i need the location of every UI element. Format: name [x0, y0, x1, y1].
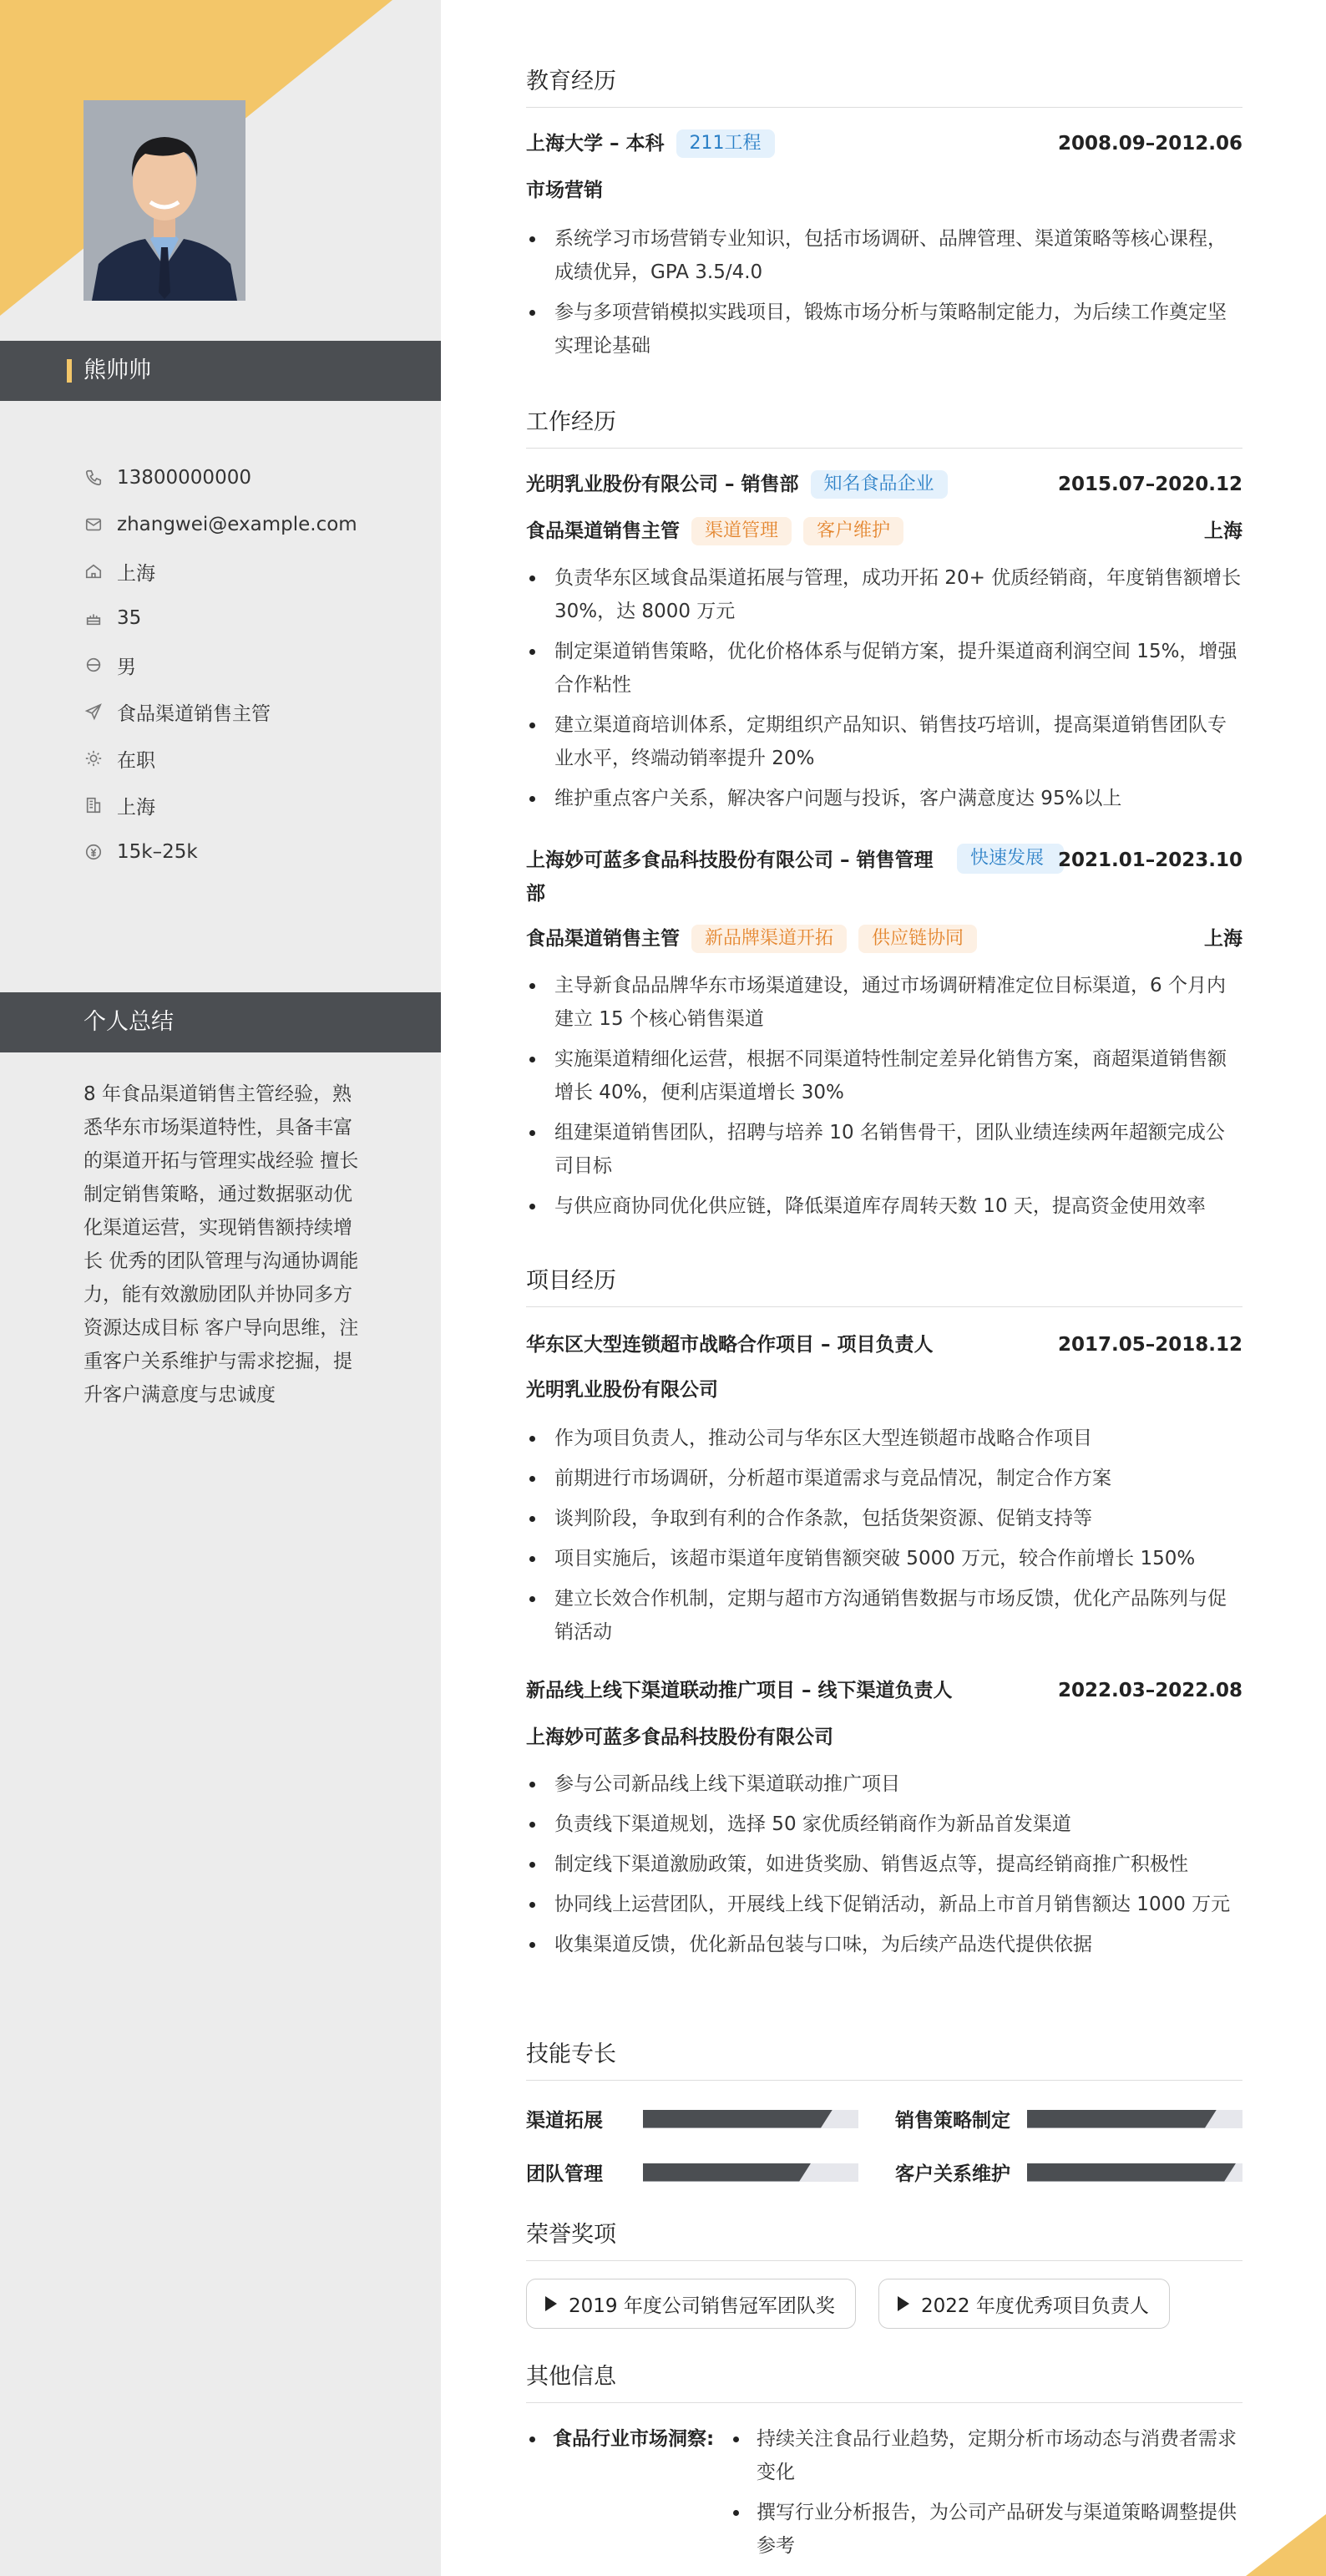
list-item: 项目实施后，该超市渠道年度销售额突破 5000 万元，较合作前增长 150%	[526, 1542, 1242, 1575]
role-tag: 渠道管理	[691, 517, 792, 545]
project-bullets	[526, 1422, 1242, 1656]
project-header	[526, 1330, 1242, 1360]
job-role: 食品渠道销售主管	[526, 928, 680, 950]
contact-value: 13800000000	[117, 467, 251, 489]
job-header	[526, 469, 1242, 499]
contact-value: 上海	[117, 796, 155, 819]
email-icon	[84, 515, 104, 535]
list-item: 制定线下渠道激励政策，如进货奖励、销售返点等，提高经销商推广积极性	[526, 1848, 1242, 1881]
major-name: 市场营销	[526, 180, 603, 201]
project-company: 光明乳业股份有限公司	[526, 1379, 718, 1401]
list-item: 与供应商协同优化供应链，降低渠道库存周转天数 10 天，提高资金使用效率	[526, 1189, 1242, 1223]
list-item: 维护重点客户关系，解决客户问题与投诉，客户满意度达 95%以上	[526, 782, 1242, 815]
job-bullets	[526, 561, 1242, 822]
project-date: 2022.03–2022.08	[1057, 1680, 1242, 1701]
project-company-row	[526, 1375, 1242, 1405]
section-title-other: 其他信息	[526, 2362, 1242, 2403]
gender-icon	[84, 655, 104, 675]
skill-name: 渠道拓展	[526, 2110, 603, 2132]
list-item: 负责线下渠道规划，选择 50 家优质经销商作为新品首发渠道	[526, 1808, 1242, 1841]
award-label: 2022 年度优秀项目负责人	[921, 2295, 1149, 2317]
skill-bar-fill	[643, 2163, 811, 2182]
job-city: 上海	[1204, 520, 1242, 542]
contact-value: 15k–25k	[117, 841, 198, 863]
contact-status	[84, 735, 357, 782]
job-header	[526, 844, 1242, 914]
company-tag: 知名食品企业	[811, 470, 948, 499]
skill-bar-fill	[1027, 2163, 1236, 2182]
skill-name: 销售策略制定	[895, 2110, 1010, 2132]
play-triangle-icon	[545, 2296, 557, 2311]
contact-position	[84, 688, 357, 735]
building-icon	[84, 795, 104, 815]
play-triangle-icon	[898, 2296, 909, 2311]
skill-item	[895, 2105, 1242, 2132]
list-item: 建立长效合作机制，定期与超市方沟通销售数据与市场反馈，优化产品陈列与促销活动	[526, 1582, 1242, 1649]
avatar-photo	[84, 100, 245, 301]
contact-phone	[84, 454, 357, 501]
company-tag: 快速发展	[957, 844, 1064, 874]
send-icon	[84, 702, 104, 722]
job-role-row	[526, 924, 1242, 954]
job-date: 2015.07–2020.12	[1057, 474, 1242, 495]
project-company: 上海妙可蓝多食品科技股份有限公司	[526, 1727, 833, 1748]
job-role-row	[526, 516, 1242, 546]
section-title-skills: 技能专长	[526, 2040, 1242, 2081]
list-item: 制定渠道销售策略，优化价格体系与促销方案，提升渠道商利润空间 15%，增强合作粘性	[526, 635, 1242, 702]
list-item: 参与多项营销模拟实践项目，锻炼市场分析与策略制定能力，为后续工作奠定坚实理论基础	[526, 296, 1242, 363]
award-label: 2019 年度公司销售冠军团队奖	[569, 2295, 835, 2317]
skill-item	[895, 2158, 1242, 2186]
job-role: 食品渠道销售主管	[526, 520, 680, 542]
skill-bar	[643, 2110, 858, 2128]
role-tag: 供应链协同	[858, 925, 977, 953]
candidate-name: 熊帅帅	[84, 357, 151, 383]
list-item: 系统学习市场营销专业知识，包括市场调研、品牌管理、渠道策略等核心课程，成绩优异，GPA 3.5/4.0	[526, 222, 1242, 289]
list-item: 收集渠道反馈，优化新品包装与口味，为后续产品迭代提供依据	[526, 1928, 1242, 1961]
job-bullets	[526, 969, 1242, 1230]
contact-value: zhangwei@example.com	[117, 514, 357, 535]
project-name: 新品线上线下渠道联动推广项目 – 线下渠道负责人	[526, 1680, 953, 1701]
section-title-education: 教育经历	[526, 67, 1242, 108]
project-bullets	[526, 1767, 1242, 1968]
skill-bar	[1027, 2110, 1242, 2128]
contact-value: 食品渠道销售主管	[117, 702, 271, 725]
salary-icon	[84, 842, 104, 862]
skill-name: 客户关系维护	[895, 2163, 1010, 2185]
contact-value: 男	[117, 656, 136, 678]
other-bullets	[731, 2422, 1242, 2569]
other-key: 食品行业市场洞察:	[553, 2428, 715, 2450]
skill-item	[526, 2105, 858, 2132]
skill-item	[526, 2158, 858, 2186]
role-tag: 新品牌渠道开拓	[691, 925, 847, 953]
job-date: 2021.01–2023.10	[1057, 849, 1242, 871]
list-item: 撰写行业分析报告，为公司产品研发与渠道策略调整提供参考	[731, 2496, 1242, 2563]
project-date: 2017.05–2018.12	[1057, 1334, 1242, 1356]
section-title-projects: 项目经历	[526, 1266, 1242, 1307]
summary-title: 个人总结	[84, 1009, 174, 1035]
summary-header	[0, 992, 441, 1052]
contact-value: 35	[117, 607, 142, 629]
home-icon	[84, 561, 104, 581]
list-item: 负责华东区域食品渠道拓展与管理，成功开拓 20+ 优质经销商，年度销售额增长 30%，达 8000 万元	[526, 561, 1242, 628]
contact-city	[84, 782, 357, 829]
contact-value: 在职	[117, 749, 155, 772]
skill-bar	[1027, 2163, 1242, 2182]
award-badge	[526, 2279, 856, 2329]
list-item: 作为项目负责人，推动公司与华东区大型连锁超市战略合作项目	[526, 1422, 1242, 1455]
name-bar	[0, 341, 441, 401]
list-item: 前期进行市场调研，分析超市渠道需求与竞品情况，制定合作方案	[526, 1462, 1242, 1495]
contact-gender	[84, 641, 357, 688]
status-icon	[84, 748, 104, 768]
role-tag: 客户维护	[803, 517, 903, 545]
school-tag: 211工程	[676, 129, 775, 158]
contact-salary	[84, 829, 357, 875]
summary-text: 8 年食品渠道销售主管经验，熟悉华东市场渠道特性，具备丰富的渠道开拓与管理实战经验 擅长制定销售策略，通过数据驱动优化渠道运营，实现销售额持续增长 优秀的团队管理与沟通协调能力，能有效激励团队并协同多方资源达成目标 客户导向思维，注重客户关系维护与需求挖掘，提升客户满意度与忠诚度	[84, 1083, 359, 1406]
section-title-work: 工作经历	[526, 408, 1242, 449]
list-item: 谈判阶段，争取到有利的合作条款，包括货架资源、促销支持等	[526, 1502, 1242, 1535]
school-name: 上海大学 – 本科	[526, 133, 665, 155]
list-item: 主导新食品品牌华东市场渠道建设，通过市场调研精准定位目标渠道，6 个月内建立 15 个核心销售渠道	[526, 969, 1242, 1036]
sidebar	[0, 0, 441, 2576]
education-bullets	[526, 222, 1242, 369]
job-company: 上海妙可蓝多食品科技股份有限公司 – 销售管理部	[526, 849, 934, 905]
bullet-dot	[529, 2437, 535, 2442]
decorative-corner-bottom	[1246, 2514, 1326, 2576]
education-header	[526, 129, 1242, 159]
skill-bar	[643, 2163, 858, 2182]
list-item: 组建渠道销售团队，招聘与培养 10 名销售骨干，团队业绩连续两年超额完成公司目标	[526, 1116, 1242, 1183]
contact-list	[84, 454, 357, 875]
skill-bar-fill	[1027, 2110, 1217, 2128]
project-header	[526, 1676, 1242, 1706]
section-title-awards: 荣誉奖项	[526, 2220, 1242, 2261]
job-city: 上海	[1204, 928, 1242, 950]
education-date: 2008.09–2012.06	[1057, 133, 1242, 155]
education-major-row	[526, 175, 1242, 205]
contact-home	[84, 548, 357, 595]
list-item: 协同线上运营团队，开展线上线下促销活动，新品上市首月销售额达 1000 万元	[526, 1888, 1242, 1921]
list-item: 持续关注食品行业趋势，定期分析市场动态与消费者需求变化	[731, 2422, 1242, 2489]
contact-age	[84, 595, 357, 641]
project-name: 华东区大型连锁超市战略合作项目 – 项目负责人	[526, 1334, 934, 1356]
project-company-row	[526, 1722, 1242, 1752]
list-item: 建立渠道商培训体系，定期组织产品知识、销售技巧培训，提高渠道销售团队专业水平，终端动销率提升 20%	[526, 708, 1242, 775]
phone-icon	[84, 468, 104, 488]
award-badge	[878, 2279, 1170, 2329]
contact-email	[84, 501, 357, 548]
list-item: 实施渠道精细化运营，根据不同渠道特性制定差异化销售方案，商超渠道销售额增长 40%，便利店渠道增长 30%	[526, 1042, 1242, 1109]
skill-bar-fill	[643, 2110, 833, 2128]
list-item: 参与公司新品线上线下渠道联动推广项目	[526, 1767, 1242, 1801]
contact-value: 上海	[117, 562, 155, 585]
job-company: 光明乳业股份有限公司 – 销售部	[526, 474, 799, 495]
skill-name: 团队管理	[526, 2163, 603, 2185]
age-icon	[84, 608, 104, 628]
name-accent	[67, 359, 72, 383]
